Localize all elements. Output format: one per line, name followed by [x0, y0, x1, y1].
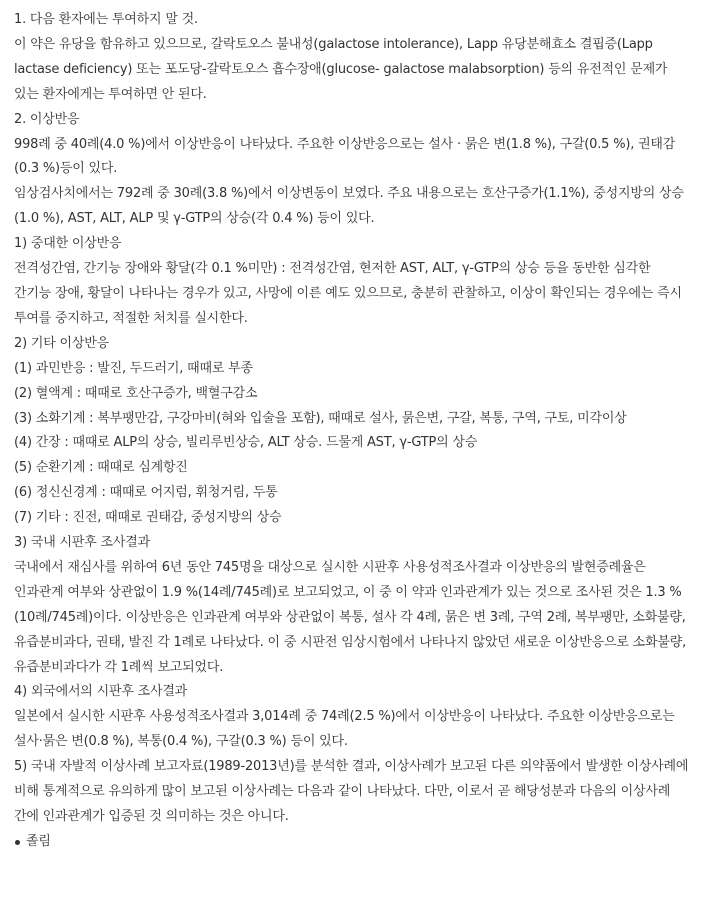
- paragraph: 전격성간염, 간기능 장애와 황달(각 0.1 %미만) : 전격성간염, 현저한 AST, ALT, γ-GTP의 상승 등을 동반한 심각한 간기능 장애, 황달이 나타나는 경우가 있고, 사망에 이른 예도 있으므로, 충분히 관찰하고, 이상이 확인되는 경우에는 즉시 투여를 중지하고, 적절한 처치를 실시한다.: [14, 261, 682, 326]
- subsection-heading: 1) 중대한 이상반응: [14, 236, 122, 252]
- list-item: (4) 간장 : 때때로 ALP의 상승, 빌리루빈상승, ALT 상승. 드물게 AST, γ-GTP의 상승: [14, 435, 478, 451]
- paragraph: 998례 중 40례(4.0 %)에서 이상반응이 나타났다. 주요한 이상반응으로는 설사 · 묽은 변(1.8 %), 구갈(0.5 %), 권태감(0.3 %)등이 있다.: [14, 136, 676, 177]
- paragraph: 이 약은 유당을 함유하고 있으므로, 갈락토오스 불내성(galactose intolerance), Lapp 유당분해효소 결핍증(Lapp lactase deficiency) 또는 포도당-갈락토오스 흡수장애(glucose- galactose malabsorption) 등의 유전적인 문제가 있는 환자에게는 투여하면 안 된다.: [14, 36, 668, 102]
- bullet-icon: [15, 840, 20, 845]
- list-item: (2) 혈액계 : 때때로 호산구증가, 백혈구감소: [14, 385, 258, 401]
- section-heading: 2. 이상반응: [14, 111, 80, 127]
- list-item: (5) 순환기계 : 때때로 심계항진: [14, 460, 188, 476]
- bullet-text: 졸림: [26, 833, 51, 849]
- section-heading: 1. 다음 환자에는 투여하지 말 것.: [14, 12, 198, 27]
- bullet-list-item: [14, 830, 691, 855]
- subsection-heading: 2) 기타 이상반응: [14, 335, 109, 351]
- paragraph: 일본에서 실시한 시판후 사용성적조사결과 3,014례 중 74례(2.5 %)에서 이상반응이 나타났다. 주요한 이상반응으로는 설사·묽은 변(0.8 %), 복통(0.4 %), 구갈(0.3 %) 등이 있다.: [14, 709, 675, 750]
- paragraph: 국내에서 재심사를 위하여 6년 동안 745명을 대상으로 실시한 시판후 사용성적조사결과 이상반응의 발현증례율은 인과관계 여부와 상관없이 1.9 %(14례/745례)로 보고되었고, 이 중 이 약과 인과관계가 있는 것으로 조사된 것은 1.3 %(10례/745례)이다. 이상반응은 인과관계 여부와 상관없이 복통, 설사 각 4례, 묽은 변 3례, 구역 2례, 복부팽만, 소화불량, 유즙분비과다, 권태, 발진 각 1례로 나타났다. 이 중 시판전 임상시험에서 나타나지 않았던 새로운 이상반응으로 소화불량, 유즙분비과다가 각 1례씩 보고되었다.: [14, 559, 687, 675]
- list-item: (1) 과민반응 : 발진, 두드러기, 때때로 부종: [14, 360, 253, 376]
- paragraph: 5) 국내 자발적 이상사례 보고자료(1989-2013년)를 분석한 결과, 이상사례가 보고된 다른 의약품에서 발생한 이상사례에 비해 통계적으로 유의하게 많이 보고된 이상사례는 다음과 같이 나타났다. 다만, 이로서 곧 해당성분과 다음의 이상사례 간에 인과관계가 입증된 것 의미하는 것은 아니다.: [14, 759, 689, 824]
- subsection-heading: 4) 외국에서의 시판후 조사결과: [14, 684, 188, 700]
- list-item: (3) 소화기계 : 복부팽만감, 구강마비(혀와 입술을 포함), 때때로 설사, 묽은변, 구갈, 복통, 구역, 구토, 미각이상: [14, 410, 627, 426]
- list-item: (7) 기타 : 진전, 때때로 권태감, 중성지방의 상승: [14, 510, 282, 526]
- list-item: (6) 정신신경계 : 때때로 어지럼, 휘청거림, 두통: [14, 485, 278, 501]
- paragraph: 임상검사치에서는 792례 중 30례(3.8 %)에서 이상변동이 보였다. 주요 내용으로는 호산구증가(1.1%), 중성지방의 상승(1.0 %), AST, ALT, ALP 및 γ-GTP의 상승(각 0.4 %) 등이 있다.: [14, 186, 684, 227]
- subsection-heading: 3) 국내 시판후 조사결과: [14, 535, 150, 551]
